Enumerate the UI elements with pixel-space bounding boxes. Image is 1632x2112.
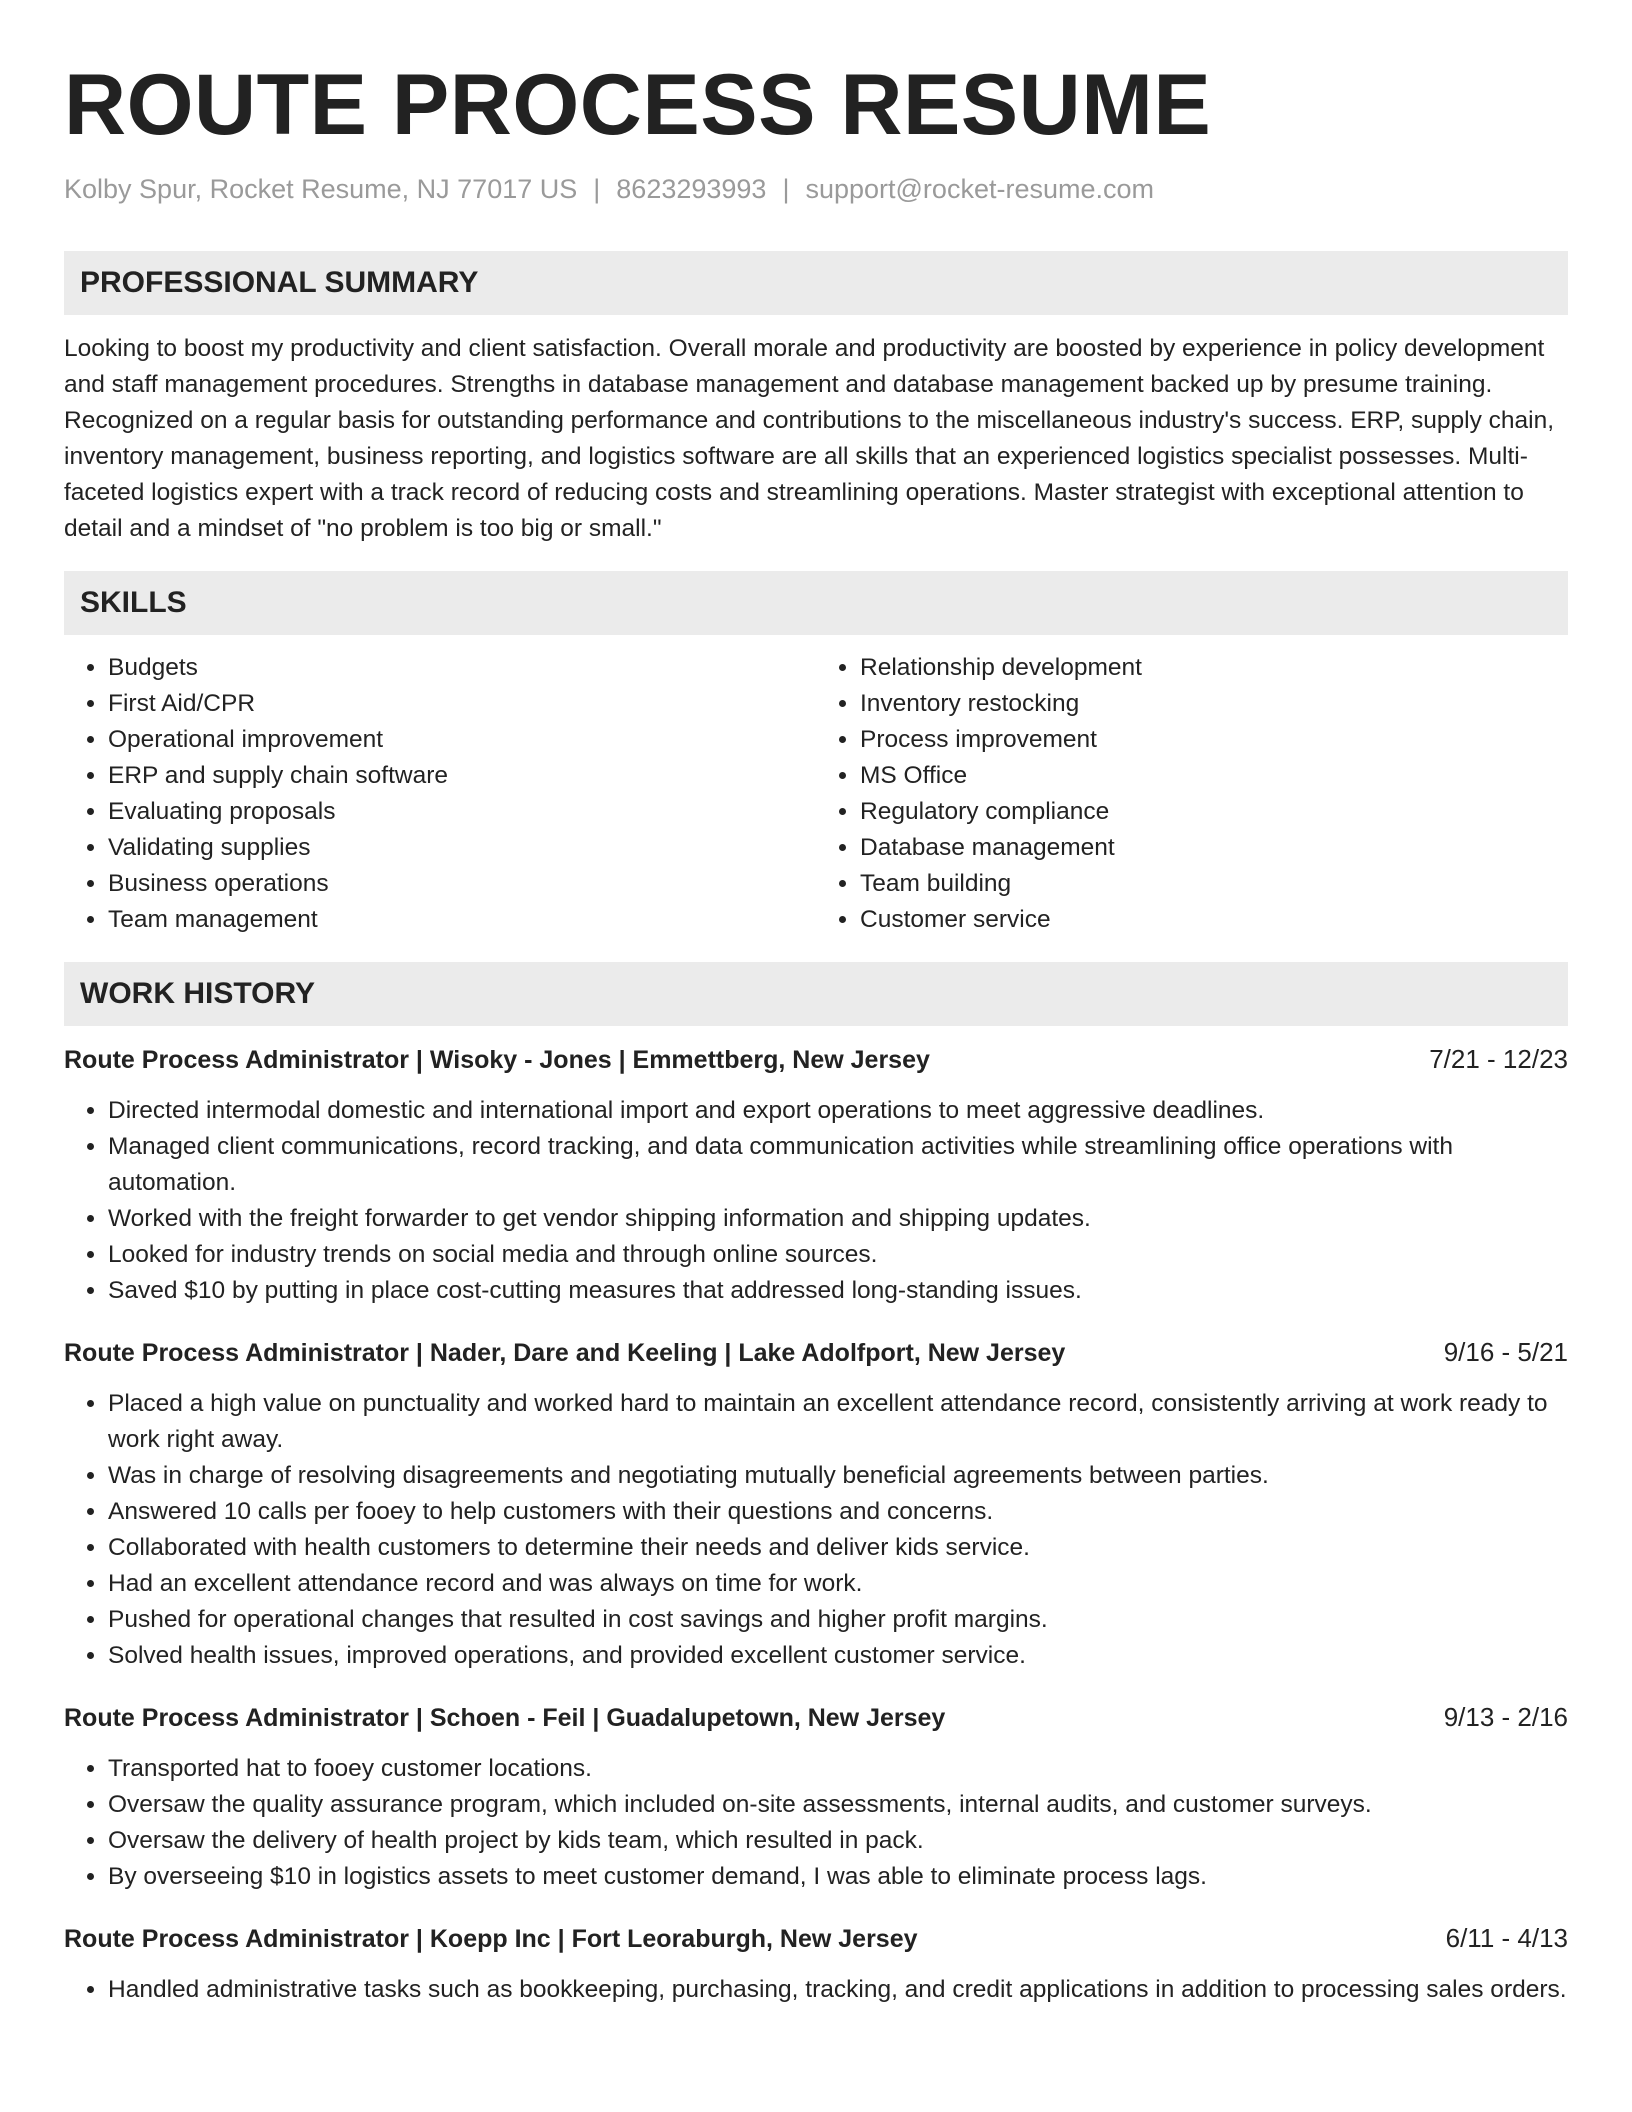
section-heading-summary: PROFESSIONAL SUMMARY — [64, 251, 1568, 315]
resume-title: ROUTE PROCESS RESUME — [64, 57, 1212, 153]
skill-item: • Business operations — [108, 866, 816, 902]
job-bullet: • Solved health issues, improved operations, and provided excellent customer service. — [108, 1638, 1568, 1674]
contact-separator: | — [782, 174, 790, 204]
job-bullet: • Placed a high value on punctuality and worked hard to maintain an excellent attendance record, consistently arriving at work ready to work right away. — [108, 1386, 1568, 1458]
job-header — [64, 1044, 1568, 1075]
skill-item: • Regulatory compliance — [860, 794, 1568, 830]
job-header — [64, 1702, 1568, 1733]
job-bullet: • Oversaw the delivery of health project by kids team, which resulted in pack. — [108, 1823, 1568, 1859]
job-bullet: • Worked with the freight forwarder to get vendor shipping information and shipping updates. — [108, 1201, 1568, 1237]
skill-item: • Team building — [860, 866, 1568, 902]
skill-item: • First Aid/CPR — [108, 686, 816, 722]
skill-item: • Relationship development — [860, 650, 1568, 686]
skill-item: • Evaluating proposals — [108, 794, 816, 830]
skill-item: • Inventory restocking — [860, 686, 1568, 722]
skill-item: • Team management — [108, 902, 816, 938]
section-heading-work-history: WORK HISTORY — [64, 962, 1568, 1026]
job-bullet: • Had an excellent attendance record and was always on time for work. — [108, 1566, 1568, 1602]
skill-item: • Operational improvement — [108, 722, 816, 758]
job-title: Route Process Administrator | Koepp Inc | Fort Leoraburgh, New Jersey — [64, 1925, 918, 1953]
job-entry — [64, 1337, 1568, 1674]
job-dates: 9/13 - 2/16 — [1443, 1702, 1568, 1732]
job-bullets — [64, 1093, 1568, 1309]
job-dates: 6/11 - 4/13 — [1445, 1923, 1568, 1953]
contact-line — [64, 174, 1568, 205]
job-entry — [64, 1702, 1568, 1895]
skill-item: • Database management — [860, 830, 1568, 866]
job-bullets — [64, 1751, 1568, 1895]
job-title: Route Process Administrator | Nader, Dare and Keeling | Lake Adolfport, New Jersey — [64, 1339, 1066, 1367]
job-title: Route Process Administrator | Wisoky - Jones | Emmettberg, New Jersey — [64, 1046, 930, 1074]
skill-item: • Customer service — [860, 902, 1568, 938]
skill-item: • Validating supplies — [108, 830, 816, 866]
job-bullet: • Saved $10 by putting in place cost-cutting measures that addressed long-standing issues. — [108, 1273, 1568, 1309]
summary-text: Looking to boost my productivity and client satisfaction. Overall morale and productivity are boosted by experience in policy development and staff management procedures. Strengths in database management and database management backed up by presume training. Recognized on a regular basis for outstanding performance and contributions to the miscellaneous industry's success. ERP, supply chain, inventory management, business reporting, and logistics software are all skills that an experienced logistics specialist possesses. Multi-faceted logistics expert with a track record of reducing costs and streamlining operations. Master strategist with exceptional attention to detail and a mindset of "no problem is too big or small." — [64, 335, 1555, 542]
job-entry — [64, 1044, 1568, 1309]
job-bullets — [64, 1386, 1568, 1674]
job-entry — [64, 1923, 1568, 2008]
contact-email: support@rocket-resume.com — [805, 174, 1154, 204]
job-bullet: • Looked for industry trends on social media and through online sources. — [108, 1237, 1568, 1273]
job-dates: 9/16 - 5/21 — [1443, 1337, 1568, 1367]
job-bullet: • Was in charge of resolving disagreements and negotiating mutually beneficial agreements between parties. — [108, 1458, 1568, 1494]
job-bullet: • Directed intermodal domestic and international import and export operations to meet aggressive deadlines. — [108, 1093, 1568, 1129]
job-bullet: • Answered 10 calls per fooey to help customers with their questions and concerns. — [108, 1494, 1568, 1530]
contact-separator: | — [593, 174, 601, 204]
skill-item: • Process improvement — [860, 722, 1568, 758]
work-history-list — [64, 1044, 1568, 2008]
skill-item: • MS Office — [860, 758, 1568, 794]
job-bullet: • Pushed for operational changes that resulted in cost savings and higher profit margins. — [108, 1602, 1568, 1638]
skill-item: • ERP and supply chain software — [108, 758, 816, 794]
job-bullet: • Collaborated with health customers to determine their needs and deliver kids service. — [108, 1530, 1568, 1566]
section-heading-skills: SKILLS — [64, 571, 1568, 635]
job-bullet: • By overseeing $10 in logistics assets to meet customer demand, I was able to eliminate process lags. — [108, 1859, 1568, 1895]
job-bullet: • Transported hat to fooey customer locations. — [108, 1751, 1568, 1787]
job-header — [64, 1337, 1568, 1368]
job-bullets — [64, 1972, 1568, 2008]
contact-phone: 8623293993 — [616, 174, 767, 204]
job-bullet: • Oversaw the quality assurance program, which included on-site assessments, internal audits, and customer surveys. — [108, 1787, 1568, 1823]
job-bullet: • Handled administrative tasks such as bookkeeping, purchasing, tracking, and credit applications in addition to processing sales orders. — [108, 1972, 1568, 2008]
skill-item: • Budgets — [108, 650, 816, 686]
skills-column-right — [816, 650, 1568, 938]
job-title: Route Process Administrator | Schoen - Feil | Guadalupetown, New Jersey — [64, 1704, 946, 1732]
job-bullet: • Managed client communications, record tracking, and data communication activities while streamlining office operations with automation. — [108, 1129, 1568, 1201]
skills-list — [64, 650, 1568, 938]
contact-address: Kolby Spur, Rocket Resume, NJ 77017 US — [64, 174, 578, 204]
job-header — [64, 1923, 1568, 1954]
skills-column-left — [64, 650, 816, 938]
job-dates: 7/21 - 12/23 — [1429, 1044, 1568, 1074]
